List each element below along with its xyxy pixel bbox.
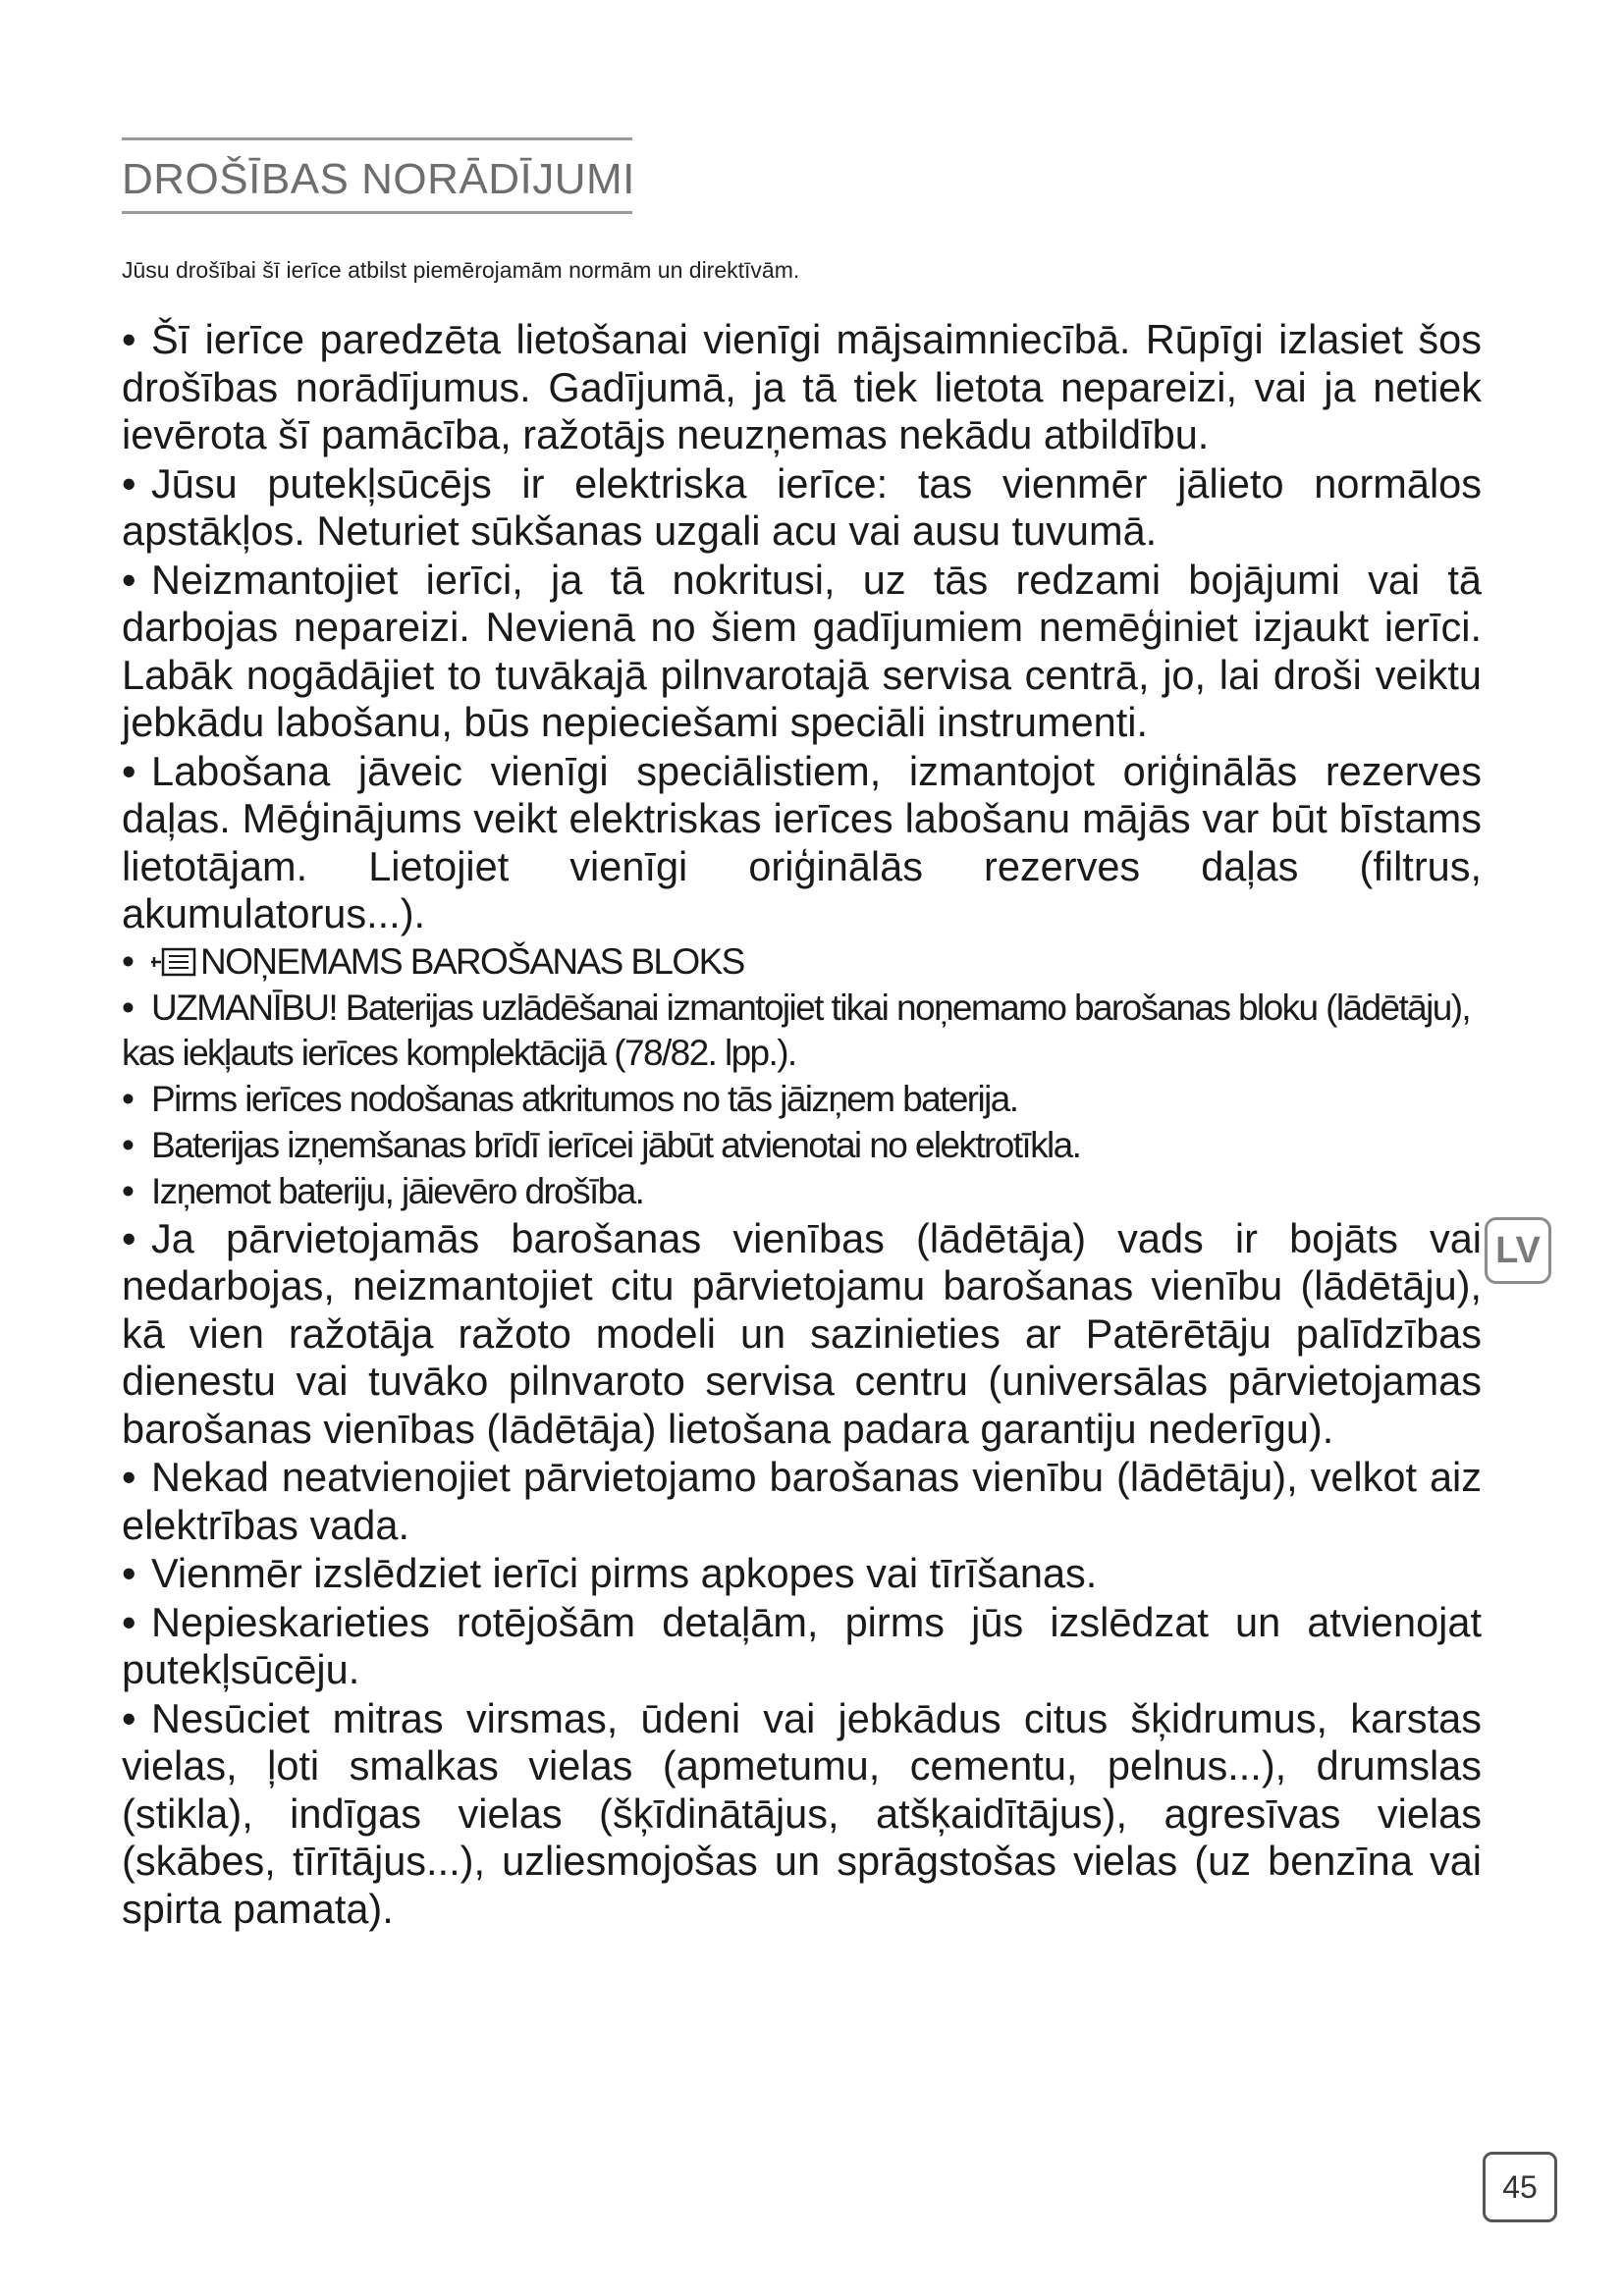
safety-paragraph-1: • Šī ierīce paredzēta lietošanai vienīgi mājsaimniecībā. Rūpīgi izlasiet šos drošības norādījumus. Gadījumā, ja tā tiek lietota nepareizi, vai ja netiek ievērota šī pamācība, ražotājs neuzņemas nekādu atbildību. (122, 316, 1482, 457)
language-tab-lv: LV (1485, 1217, 1551, 1284)
battery-item-4: • Izņemot bateriju, jāievēro drošība. (122, 1170, 644, 1211)
battery-item-2: • Pirms ierīces nodošanas atkritumos no tās jāizņem baterija. (122, 1078, 1018, 1119)
battery-section-heading: • NOŅEMAMS BAROŠANAS BLOKS (122, 940, 744, 982)
safety-paragraph-5: • Ja pārvietojamās barošanas vienības (lādētāja) vads ir bojāts vai nedarbojas, neizmantojiet citu pārvietojamu barošanas vienību (lādētāju), kā vien ražotāja ražoto modeli un sazinieties ar Patērētāju palīdzības dienestu vai tuvāko pilnvaroto servisa centru (universālas pārvietojamas barošanas vienības (lādētāja) lietošana padara garantiju nederīgu). (122, 1214, 1482, 1452)
battery-pack-icon (151, 946, 196, 978)
safety-paragraph-2: • Jūsu putekļsūcējs ir elektriska ierīce: tas vienmēr jālieto normālos apstākļos. Neturiet sūkšanas uzgali acu vai ausu tuvumā. (122, 459, 1482, 554)
safety-paragraph-3: • Neizmantojiet ierīci, ja tā nokritusi, uz tās redzami bojājumi vai tā darbojas nepareizi. Nevienā no šiem gadījumiem nemēģiniet izjaukt ierīci. Labāk nogādājiet to tuvākajā pilnvarotajā servisa centrā, jo, lai droši veiktu jebkādu labošanu, būs nepieciešami speciāli instrumenti. (122, 556, 1482, 745)
battery-item-1: • UZMANĪBU! Baterijas uzlādēšanai izmantojiet tikai noņemamo barošanas bloku (lādētāju), kas iekļauts ierīces komplektācijā (78/82. lpp.). (122, 987, 1471, 1073)
header (122, 137, 635, 214)
page-number: 45 (1483, 2152, 1557, 2222)
battery-item-3: • Baterijas izņemšanas brīdī ierīcei jābūt atvienotai no elektrotīkla. (122, 1124, 1081, 1165)
safety-paragraph-6: • Nekad neatvienojiet pārvietojamo barošanas vienību (lādētāju), velkot aiz elektrības vada. (122, 1454, 1482, 1548)
page-title: DROŠĪBAS NORĀDĪJUMI (122, 155, 635, 203)
safety-paragraph-9: • Nesūciet mitras virsmas, ūdeni vai jebkādus citus šķidrumus, karstas vielas, ļoti smalkas vielas (apmetumu, cementu, pelnus...), drumslas (stikla), indīgas vielas (šķīdinātājus, atšķaidītājus), agresīvas vielas (skābes, tīrītājus...), uzliesmojošas un sprāgstošas vielas (uz benzīna vai spirta pamata). (122, 1694, 1482, 1932)
safety-paragraph-4: • Labošana jāveic vienīgi speciālistiem, izmantojot oriģinālās rezerves daļas. Mēģinājums veikt elektriskas ierīces labošanu mājās var būt bīstams lietotājam. Lietojiet vienīgi oriģinālās rezerves daļas (filtrus, akumulatorus...). (122, 747, 1482, 936)
header-rule-bottom (122, 211, 632, 214)
safety-paragraph-8: • Nepieskarieties rotējošām detaļām, pirms jūs izslēdzat un atvienojat putekļsūcēju. (122, 1598, 1482, 1692)
safety-instructions (122, 316, 1482, 1934)
intro-text: Jūsu drošībai šī ierīce atbilst piemērojamām normām un direktīvām. (122, 257, 800, 283)
safety-paragraph-7: • Vienmēr izslēdziet ierīci pirms apkopes vai tīrīšanas. (122, 1550, 1098, 1596)
